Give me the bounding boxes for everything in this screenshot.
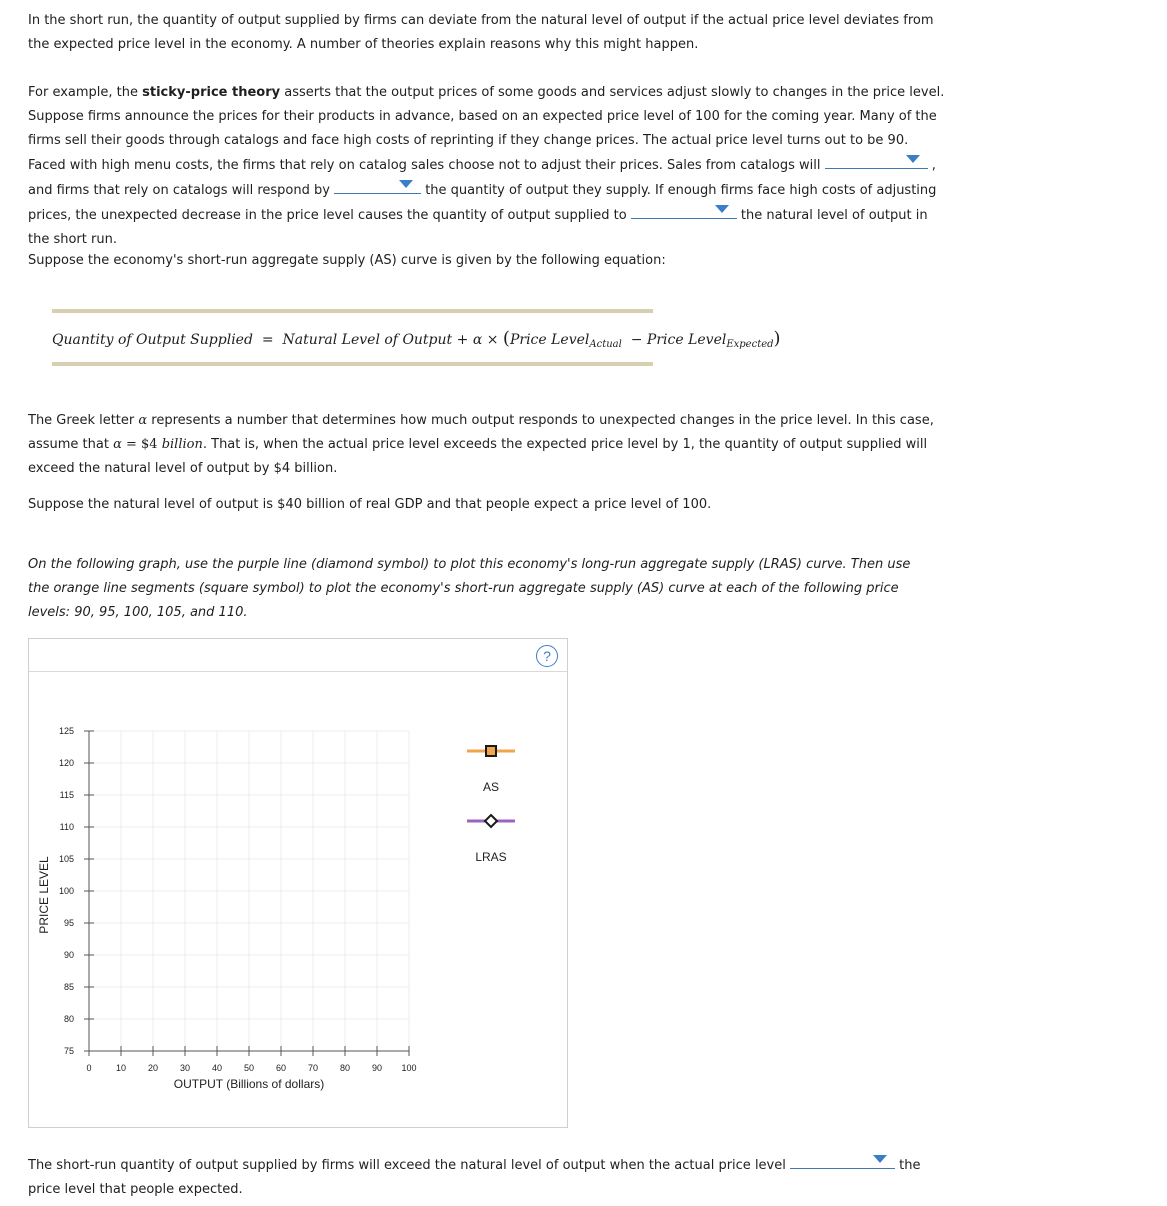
y-tick-label: 90 bbox=[63, 950, 74, 960]
x-tick-label: 90 bbox=[371, 1063, 383, 1073]
chevron-down-icon bbox=[906, 155, 920, 163]
natural-level-paragraph: Suppose the natural level of output is $40 billion of real GDP and that people expect a price level of 100. bbox=[28, 497, 712, 512]
x-tick-label: 0 bbox=[86, 1063, 92, 1073]
x-axis-title: OUTPUT (Billions of dollars) bbox=[173, 1077, 325, 1091]
suppose-as-paragraph: Suppose the economy's short-run aggregate supply (AS) curve is given by the following equation: bbox=[28, 253, 666, 268]
y-tick-label: 125 bbox=[58, 726, 74, 736]
graph-header-divider bbox=[29, 671, 567, 672]
greek-letter-paragraph: The Greek letter α represents a number that determines how much output responds to unexpected changes in the price level. In this case, assume that α = $4 billion. That is, when the actual price level exceeds the expected price level by 1, the quantity of output supplied will exceed the natural level of output by $4 billion. bbox=[28, 413, 934, 476]
x-tick-label: 10 bbox=[115, 1063, 127, 1073]
price-level-comparison-dropdown[interactable] bbox=[790, 1153, 895, 1169]
firms-respond-dropdown[interactable] bbox=[334, 178, 421, 194]
sticky-price-theory-term: sticky-price theory bbox=[142, 85, 281, 100]
chevron-down-icon bbox=[399, 180, 413, 188]
y-tick-label: 105 bbox=[58, 854, 74, 864]
graph-panel[interactable] bbox=[28, 638, 568, 1128]
x-tick-label: 60 bbox=[275, 1063, 287, 1073]
y-tick-label: 75 bbox=[63, 1046, 74, 1056]
output-supplied-dropdown[interactable] bbox=[631, 203, 737, 219]
sticky-price-paragraph: For example, the sticky-price theory asserts that the output prices of some goods and services adjust slowly to changes in the price level. Suppose firms announce the prices for their products in advance, based on an expected price level of 100 for the coming year. Many of the firms sell their goods through catalogs and face high costs of reprinting if they change prices. The actual price level turns out to be 90. Faced with high menu costs, the firms that rely on catalog sales choose not to adjust their prices. Sales from catalogs will , and firms that rely on catalogs will respond by the quantity of output they supply. If enough firms face high costs of adjusting prices, the unexpected decrease in the price level causes the quantity of output supplied to the natural level of output in the short run. bbox=[28, 85, 945, 247]
equation-bottom-rule bbox=[52, 362, 653, 366]
chevron-down-icon bbox=[873, 1155, 887, 1163]
y-axis-title: PRICE LEVEL bbox=[37, 856, 51, 934]
x-tick-label: 50 bbox=[243, 1063, 255, 1073]
x-tick-label: 40 bbox=[211, 1063, 223, 1073]
legend-label-as: AS bbox=[482, 780, 500, 794]
graph-instructions: On the following graph, use the purple line (diamond symbol) to plot this economy's long-run aggregate supply (LRAS) curve. Then use the orange line segments (square symbol) to plot the economy's short-run aggregate supply (AS) curve at each of the following price levels: 90, 95, 100, 105, and 110. bbox=[28, 557, 911, 620]
equation-top-rule bbox=[52, 309, 653, 313]
x-tick-label: 30 bbox=[179, 1063, 191, 1073]
y-tick-label: 80 bbox=[63, 1014, 74, 1024]
help-icon[interactable]: ? bbox=[536, 645, 558, 667]
final-question-paragraph: The short-run quantity of output supplied by firms will exceed the natural level of output when the actual price level the price level that people expected. bbox=[28, 1153, 943, 1202]
equation-box bbox=[52, 309, 781, 366]
x-tick-label: 100 bbox=[401, 1063, 417, 1073]
catalog-sales-dropdown[interactable] bbox=[825, 153, 928, 169]
intro-paragraph: In the short run, the quantity of output supplied by firms can deviate from the natural level of output if the actual price level deviates from the expected price level in the economy. A number of theories explain reasons why this might happen. bbox=[28, 13, 934, 52]
x-tick-label: 80 bbox=[339, 1063, 351, 1073]
chevron-down-icon bbox=[715, 205, 729, 213]
x-tick-label: 20 bbox=[147, 1063, 159, 1073]
y-tick-label: 115 bbox=[59, 790, 74, 800]
y-tick-label: 85 bbox=[63, 982, 74, 992]
y-tick-label: 100 bbox=[58, 886, 74, 896]
x-tick-label: 70 bbox=[307, 1063, 319, 1073]
y-tick-label: 120 bbox=[58, 758, 74, 768]
as-equation: Quantity of Output Supplied = Natural Level of Output + α × (Price Level$_{Actual}$ − Price Level$_{Expected}$) bbox=[52, 328, 781, 350]
y-tick-label: 110 bbox=[59, 822, 74, 832]
y-tick-label: 95 bbox=[63, 918, 74, 928]
legend-label-lras: LRAS bbox=[475, 850, 507, 864]
